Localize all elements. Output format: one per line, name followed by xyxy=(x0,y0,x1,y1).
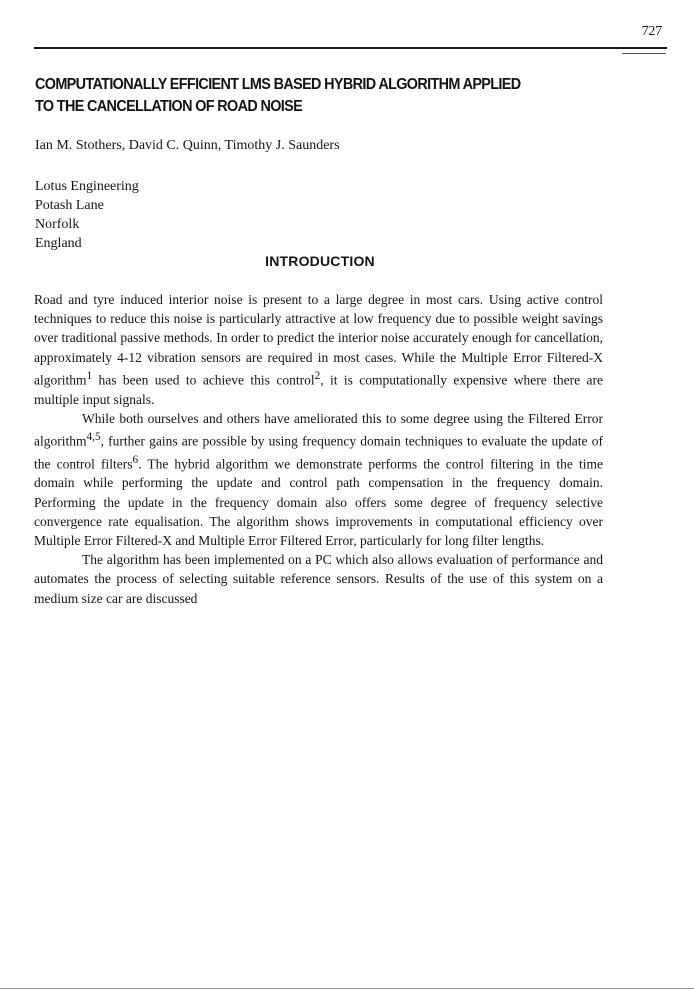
affiliation-line-4: England xyxy=(35,236,82,251)
header-rule-tail xyxy=(622,53,666,54)
affiliation xyxy=(35,177,139,253)
paragraph-1 xyxy=(34,290,603,409)
paragraph-2-text-b: , further gains are possible by using frequency domain techniques to evaluate the update of the control filters xyxy=(34,433,603,472)
citation-ref: 2 xyxy=(314,369,321,382)
paragraph-2-text-c: . The hybrid algorithm we demonstrate performs the control filtering in the time domain while performing the update and control path compensation in the frequency domain. Performing the update in the frequency domain also offers some degree of frequency selective convergence rate equalisation. The algorithm shows improvements in computational efficiency over Multiple Error Filtered-X and Multiple Error Filtered Error, particularly for long filter lengths. xyxy=(34,456,603,548)
citation-ref: 1 xyxy=(86,369,93,382)
section-heading: INTRODUCTION xyxy=(265,253,375,269)
paragraph-1-text-a: Road and tyre induced interior noise is present to a large degree in most cars. Using active control techniques to reduce this noise is particularly attractive at low frequency due to possible weight savings over traditional passive methods. In order to predict the interior noise accurately enough for cancellation, approximately 4-12 vibration sensors are required in most cases. While the Multiple Error Filtered-X algorithm xyxy=(34,292,603,388)
footer-rule xyxy=(0,988,694,989)
citation-ref: 6 xyxy=(132,453,139,466)
paragraph-1-text-b: has been used to achieve this control xyxy=(92,372,315,388)
paper-title xyxy=(35,74,621,118)
affiliation-line-2: Potash Lane xyxy=(35,198,104,213)
affiliation-line-1: Lotus Engineering xyxy=(35,179,139,194)
authors: Ian M. Stothers, David C. Quinn, Timothy J. Saunders xyxy=(35,138,340,153)
citation-ref: 4,5 xyxy=(86,430,101,443)
title-line-2: TO THE CANCELLATION OF ROAD NOISE xyxy=(35,98,303,115)
affiliation-line-3: Norfolk xyxy=(35,217,80,232)
header-rule xyxy=(34,47,667,49)
paragraph-1-text-c: , it is computationally expensive where there are multiple input signals. xyxy=(34,372,603,407)
introduction-body xyxy=(34,290,603,608)
title-line-1: COMPUTATIONALLY EFFICIENT LMS BASED HYBRID ALGORITHM APPLIED xyxy=(35,76,521,93)
paragraph-2-text-a: While both ourselves and others have ameliorated this to some degree using the Filtered Error algorithm xyxy=(34,410,603,449)
page-number: 727 xyxy=(641,24,662,39)
paragraph-2 xyxy=(34,409,603,550)
paragraph-3: The algorithm has been implemented on a PC which also allows evaluation of performance and automates the process of selecting suitable reference sensors. Results of the use of this system on a medium size car are discussed xyxy=(34,552,603,606)
